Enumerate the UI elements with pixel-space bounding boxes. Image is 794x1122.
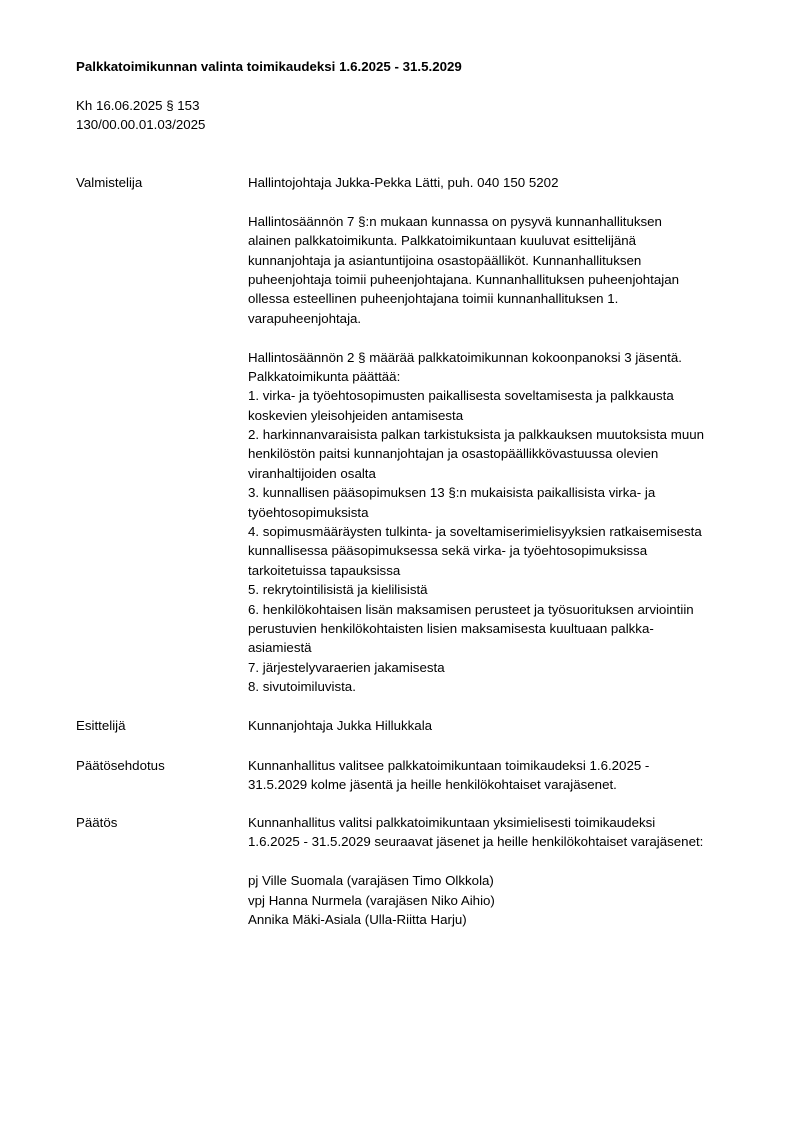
- document-meta: [76, 96, 205, 134]
- document-title: Palkkatoimikunnan valinta toimikaudeksi 1.6.2025 - 31.5.2029: [76, 59, 462, 74]
- paragraph-2: [248, 348, 768, 697]
- section-label: Valmistelija: [76, 175, 143, 190]
- text-line: alainen palkkatoimikunta. Palkkatoimikuntaan kuuluvat esittelijänä: [248, 233, 637, 249]
- member-item: vpj Hanna Nurmela (varajäsen Niko Aihio): [248, 892, 495, 908]
- list-line: tarkoitetuissa tapauksissa: [248, 562, 401, 578]
- section-content: [248, 716, 768, 735]
- list-line: koskevien yleisohjeiden antamisesta: [248, 407, 464, 423]
- text-line: 1.6.2025 - 31.5.2029 seuraavat jäsenet ja heille henkilökohtaiset varajäsenet:: [248, 834, 704, 850]
- text-line: Hallintosäännön 7 §:n mukaan kunnassa on pysyvä kunnanhallituksen: [248, 213, 662, 229]
- text-line: ollessa esteellinen puheenjohtajana toimii kunnanhallituksen 1.: [248, 291, 619, 307]
- list-line: 1. virka- ja työehtosopimusten paikallisesta soveltamisesta ja palkkausta: [248, 388, 674, 404]
- list-line: kunnallisessa pääsopimuksessa sekä virka- ja työehtosopimuksissa: [248, 543, 648, 559]
- list-line: 6. henkilökohtaisen lisän maksamisen perusteet ja työsuorituksen arviointiin: [248, 601, 694, 617]
- member-list: [248, 871, 768, 929]
- presenter-line: Kunnanjohtaja Jukka Hillukkala: [248, 718, 433, 733]
- text-line: Kunnanhallitus valitsi palkkatoimikuntaan yksimielisesti toimikaudeksi: [248, 815, 656, 830]
- list-line: 5. rekrytointilisistä ja kielilisistä: [248, 582, 428, 598]
- text-line: puheenjohtaja toimii puheenjohtajana. Kunnanhallituksen puheenjohtajan: [248, 271, 680, 287]
- section-label: Päätös: [76, 815, 118, 830]
- list-line: työehtosopimuksista: [248, 504, 369, 520]
- text-line: kunnanjohtaja ja asiantuntijoina osastopäälliköt. Kunnanhallituksen: [248, 252, 642, 268]
- list-line: 8. sivutoimiluvista.: [248, 679, 356, 695]
- text-line: Palkkatoimikunta päättää:: [248, 368, 401, 384]
- section-content: [248, 173, 768, 697]
- section-content: [248, 813, 768, 929]
- record-number: 130/00.00.01.03/2025: [76, 117, 206, 132]
- text-line: varapuheenjohtaja.: [248, 310, 362, 326]
- list-line: asiamiestä: [248, 640, 312, 656]
- list-line: 2. harkinnanvaraisista palkan tarkistuksista ja palkkauksen muutoksista muun: [248, 427, 705, 443]
- preparer-line: Hallintojohtaja Jukka-Pekka Lätti, puh. 040 150 5202: [248, 175, 559, 190]
- text-line: Kunnanhallitus valitsee palkkatoimikuntaan toimikaudeksi 1.6.2025 -: [248, 758, 650, 773]
- list-line: viranhaltijoiden osalta: [248, 465, 376, 481]
- text-line: Hallintosäännön 2 § määrää palkkatoimikunnan kokoonpanoksi 3 jäsentä.: [248, 349, 682, 365]
- section-label: Päätösehdotus: [76, 758, 165, 773]
- list-line: perustuvien henkilökohtaisten lisien maksamisesta kuultuaan palkka-: [248, 620, 654, 636]
- list-line: 4. sopimusmääräysten tulkinta- ja soveltamiserimielisyyksien ratkaisemisesta: [248, 524, 702, 540]
- list-line: henkilöstön paitsi kunnanjohtajan ja osastopäällikkövastuussa olevien: [248, 446, 659, 462]
- list-line: 3. kunnallisen pääsopimuksen 13 §:n mukaisista paikallisista virka- ja: [248, 485, 656, 501]
- paragraph-1: [248, 212, 768, 328]
- member-item: pj Ville Suomala (varajäsen Timo Olkkola): [248, 873, 494, 889]
- section-label: Esittelijä: [76, 718, 126, 733]
- member-item: Annika Mäki-Asiala (Ulla-Riitta Harju): [248, 911, 467, 927]
- meeting-reference: Kh 16.06.2025 § 153: [76, 98, 200, 113]
- text-line: 31.5.2029 kolme jäsentä ja heille henkilökohtaiset varajäsenet.: [248, 777, 617, 793]
- list-line: 7. järjestelyvaraerien jakamisesta: [248, 659, 445, 675]
- section-content: [248, 756, 768, 795]
